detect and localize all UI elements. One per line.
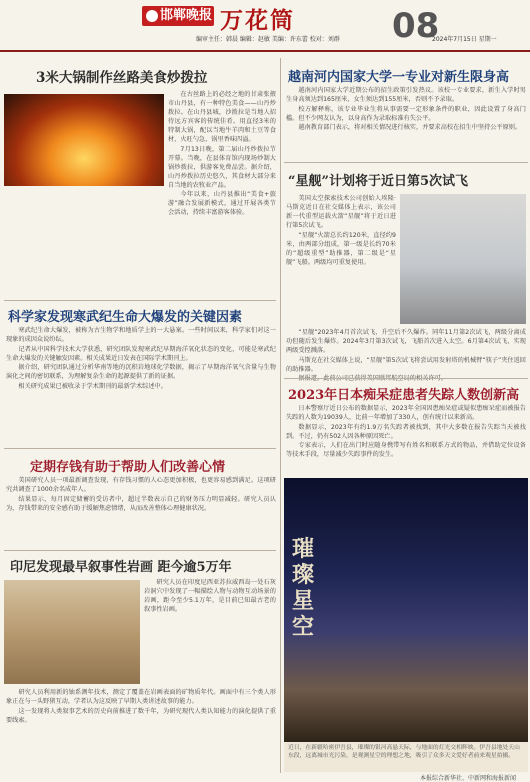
publication-date: 2024年7月15日 星期一 [432, 36, 497, 43]
article-title-science: 科学家发现寒武纪生命大爆发的关键因素 [8, 310, 243, 325]
article-body-saving: 美国研究人员一项最新调查发现，有存钱习惯的人心态更加积极，也更容易感到满足。这项研究共调查了1000余名成年人。 结果显示，每月固定储蓄的受访者中，超过半数表示自己的财务压力明显减轻。研究人员认为，存钱带来的安全感有助于缓解焦虑情绪，从而改善整体心理健康状况。 [6, 477, 276, 512]
article-body-dementia: 日本警察厅近日公布的数据显示，2023年全国因患痴呆症或疑似患痴呆症而被报告失踪的人数为19039人，比前一年增加了330人，创有统计以来新高。 数据显示，2023年有约1.9万名失踪者被找到，其中大多数在报告失踪当天被找到。不过，仍有502人因各种原因死亡。 专家表示，人们在出门时应随身携带写有姓名和联系方式的物品，并借助定位设备等技术手段，尽量减少失踪事件的发生。 [286, 405, 526, 458]
article-body-cave-side: 研究人员在印度尼西亚苏拉威西岛一处石灰岩洞穴中发现了一幅描绘人物与动物互动场景的岩画，距今至少5.1万年，是目前已知最古老的叙事性岩画。 [144, 579, 276, 613]
photo-starship-rocket [400, 194, 526, 324]
article-title-pot: 3米大锅制作丝路美食炒拨拉 [36, 70, 208, 86]
photo-title: 璀璨星空 [292, 536, 315, 640]
article-title-dementia: 2023年日本痴呆症患者失踪人数创新高 [288, 388, 520, 403]
section-divider [4, 448, 276, 449]
editor-credits: 编审主任：韩晨 编辑：赵敏 美编：许东蕾 校对：刘群 [196, 36, 340, 43]
article-body-cave: 研究人员利用新的铀系测年技术，测定了覆盖在岩画表面的矿物质年代。画面中有三个类人形象正在与一头野猪互动，学者认为这反映了早期人类讲述故事的能力。 这一发现将人类叙事艺术的历史向前推进了数千年，为研究现代人类认知能力的演化提供了重要线索。 [6, 689, 276, 724]
article-title-university: 越南河内国家大学一专业对新生限身高 [288, 70, 510, 85]
column-divider [280, 58, 281, 773]
article-title-cave: 印尼发现最早叙事性岩画 距今逾5万年 [10, 560, 232, 575]
logo-emblem-icon [146, 10, 158, 22]
article-body-university: 越南河内国家大学近期公布的招生政策引发热议。该校一专业要求，新生入学时男生身高须达到165厘米，女生须达到155厘米，否则不予录取。 校方解释称，该专业毕业生将从事需要一定形象条件的职业，因此设置了身高门槛。但不少网友认为，以身高作为录取标准有失公平。 越南教育部门表示，将对相关情况进行核实，并要求高校在招生中坚持公平原则。 [286, 87, 526, 131]
section-title: 万花筒 [220, 7, 295, 34]
paper-name: 邯郸晚报 [160, 8, 213, 23]
article-body-science: 寒武纪生命大爆发，被称为古生物学和地质学上的一大悬案。一些时间以来，科学家们对这一现象的成因众说纷纭。 记者从中国科学技术大学获悉，研究团队发现寒武纪早期海洋氧化状态的变化，可能是寒武纪生命大爆发的关键触发因素。相关成果近日发表在国际学术期刊上。 据介绍，研究团队通过分析华南等地的沉积岩地球化学数据，揭示了早期海洋氧气含量与生物演化之间的密切联系，为理解复杂生命的起源提供了新的证据。 相关研究成果已被收录于学术期刊的最新学术综述中。 [6, 327, 276, 390]
page-number: 08 [392, 6, 440, 46]
section-divider [4, 300, 276, 301]
article-body-starship: “星舰”2023年4月首次试飞，升空后不久爆炸。同年11月第2次试飞，两级分离成功但随后发生爆炸。2024年3月第3次试飞，飞船首次进入太空。6月第4次试飞，实现两级受控溅落。 马斯克在社交媒体上说，“星舰”第5次试飞将尝试用发射塔的机械臂“筷子”夹住返回的助推器。 [286, 329, 526, 373]
article-body-pot: 在古丝路上的必经之地的甘肃张掖市山丹县，有一种特色美食——山丹炒拨拉。在山丹县城，沙拨拉是当地人招待远方宾客的传统佳肴。用直径3米的特制大锅，配以当地牛羊肉和土豆等食材，火旺勺急，锅里香味四溢。 7月13日晚，第二届山丹炒拨拉节开幕。当晚，在县体育馆内现场炒制大锅炒拨拉，供游客免费品尝。据介绍，山丹炒拨拉历史悠久，其食材大部分来自当地的农牧业产品。 今年以来，山丹县推出“美食+旅游”融合发展新模式，通过开展各类节会活动，持续丰富游客体验。 [168, 91, 276, 216]
section-divider [284, 162, 528, 163]
article-title-saving: 定期存钱有助于帮助人们改善心情 [30, 460, 226, 475]
photo-milky-way [284, 478, 528, 742]
photo-cave-painting [4, 580, 140, 684]
photo-caption: 近日，在新疆哈密伊吾县，璀璨的银河高悬天际，与地面的灯光交相辉映。伊吾县地处天山东段，远离城市光污染，是观测星空的理想之地，吸引了众多天文爱好者前来观星拍摄。 [284, 742, 528, 772]
source-credit: 本报综合新华社、中新网和海报新闻 [420, 775, 517, 782]
section-divider [4, 550, 276, 551]
article-title-starship: “星舰”计划将于近日第5次试飞 [288, 174, 469, 189]
masthead [0, 0, 530, 52]
paper-logo [142, 6, 214, 26]
photo-big-pot-flame [4, 94, 164, 186]
section-divider [284, 378, 528, 379]
article-body-starship-side: 美国太空探索技术公司创始人埃隆·马斯克近日在社交媒体上表示，该公司新一代重型运载火箭“星舰”将于近日进行第5次试飞。 “星舰”火箭总长约120米，直径约9米，由两部分组成，第一级是长约70米的“超级重型”助推器，第二级是“星舰”飞船。两级均可重复使用。 [286, 195, 396, 266]
